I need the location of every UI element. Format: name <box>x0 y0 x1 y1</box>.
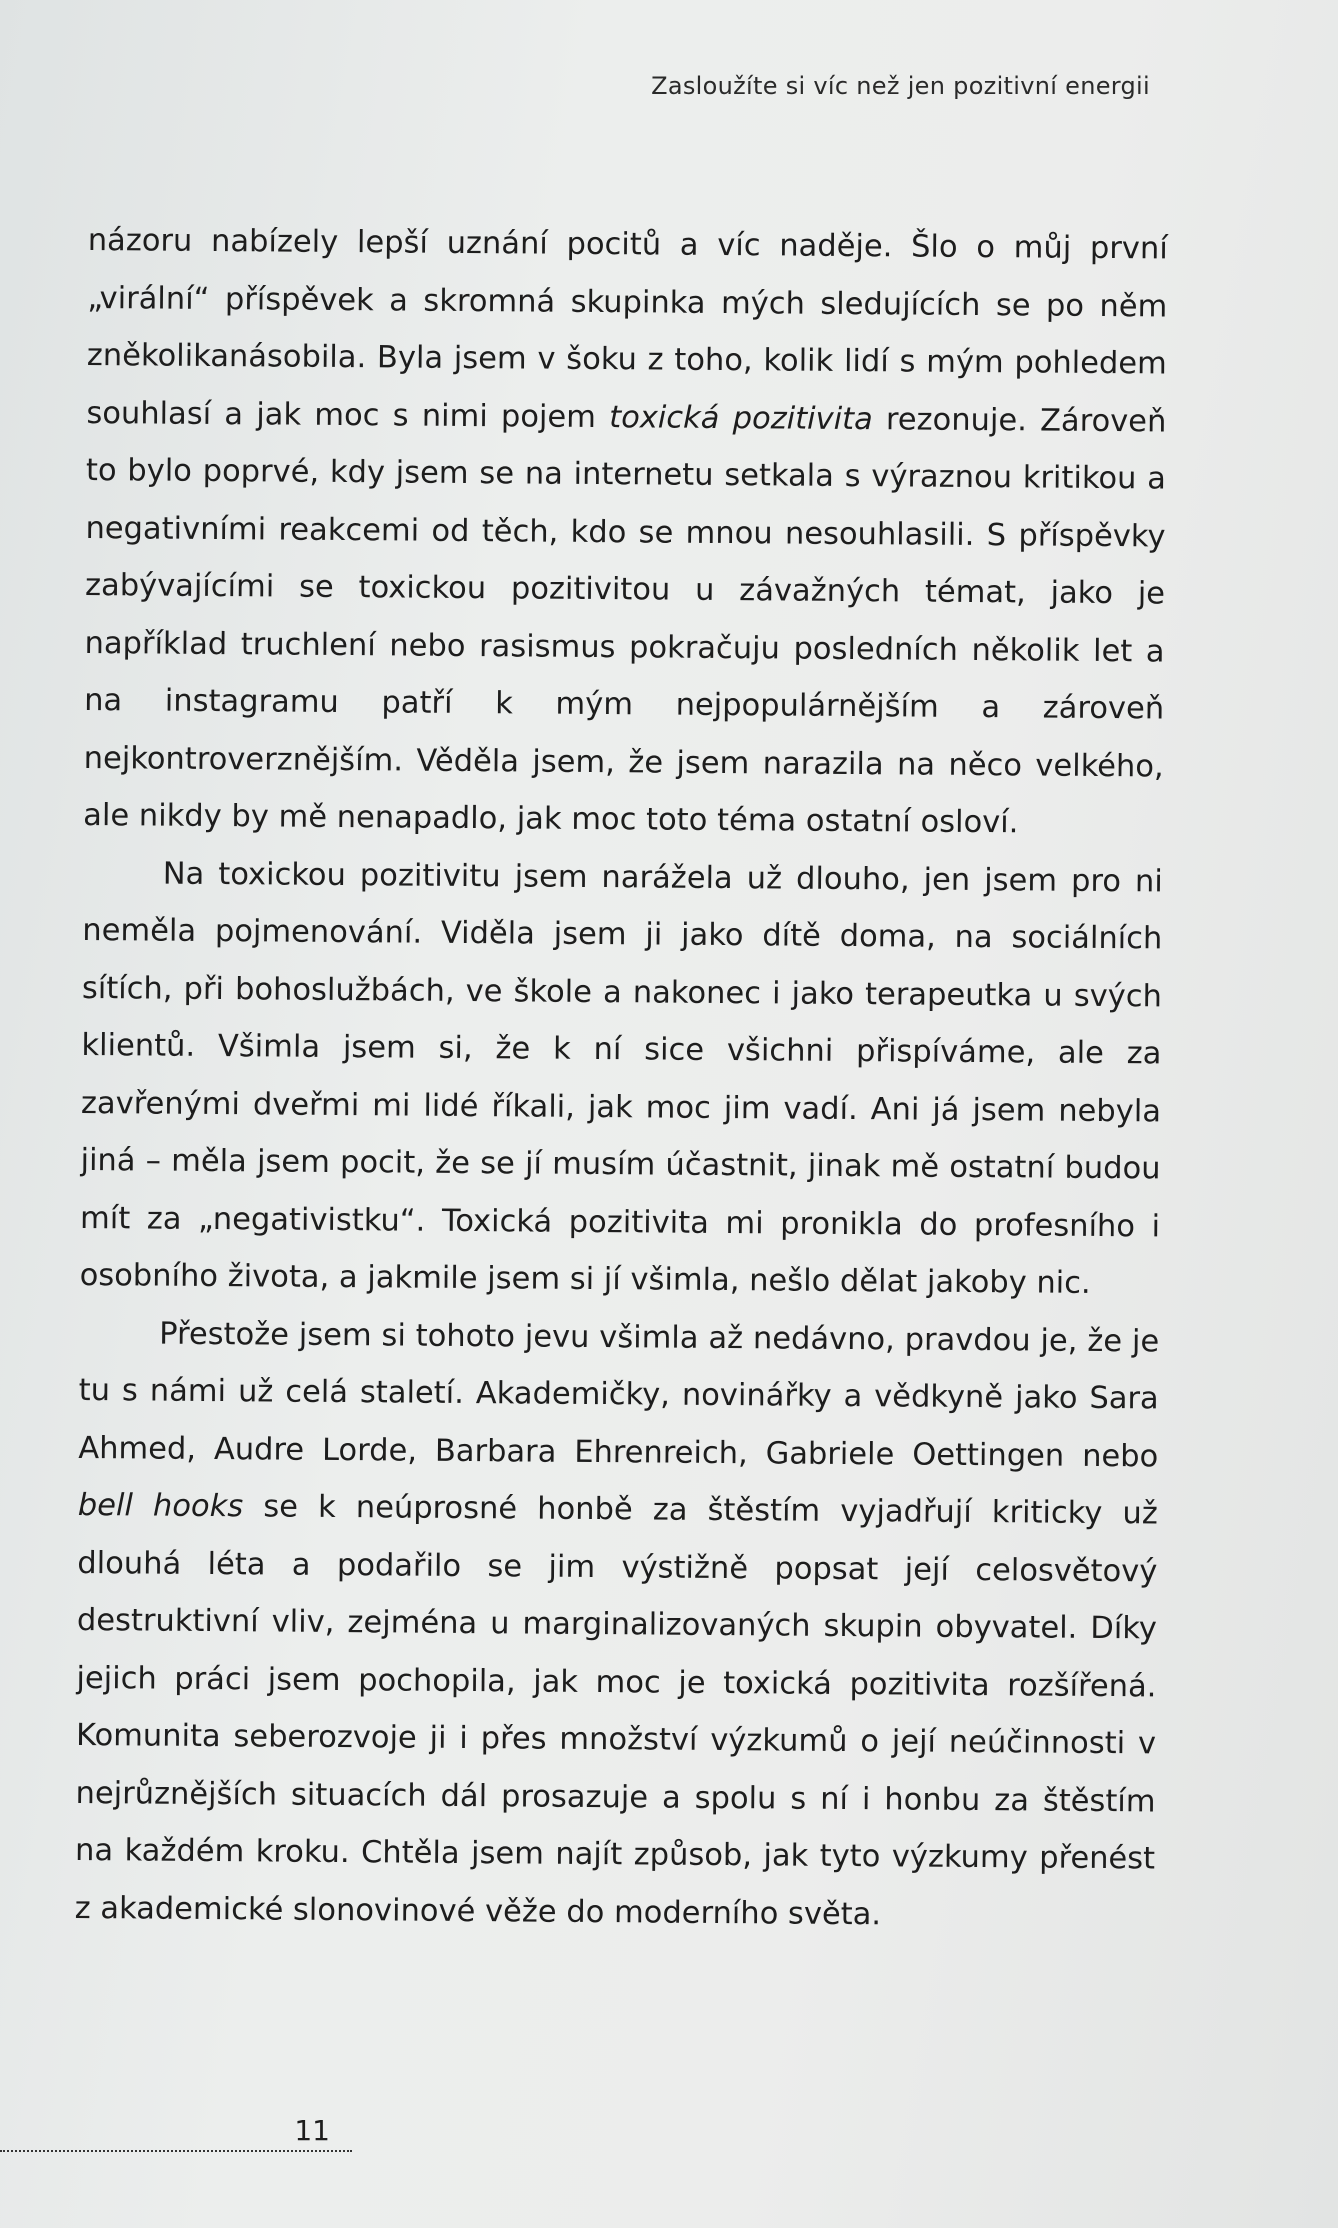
paragraph-3 <box>74 1304 1159 1945</box>
italic-name: bell hooks <box>77 1487 244 1525</box>
italic-term: toxická pozitivita <box>609 399 873 437</box>
text-span: Na toxickou pozitivitu jsem narážela už dlouho, jen jsem pro ni neměla pojmenování. Viděla jsem ji jako dítě doma, na sociálních sítích, při bohoslužbách, ve škole a nakonec i jako terapeutka u svých klientů. Všimla jsem si, že k ní sice všichni přispíváme, ale za zavřenými dveřmi mi lidé říkali, jak moc jim vadí. Ani já jsem nebyla jiná – měla jsem pocit, že se jí musím účastnit, jinak mě ostatní budou mít za „negativistku“. Toxická pozitivita mi pronikla do profesního i osobního života, a jakmile jsem si jí všimla, nešlo dělat jakoby nic. <box>79 856 1163 1301</box>
text-span: se k neúprosné honbě za štěstím vyjadřují kriticky už dlouhá léta a podařilo se jim výstižně popsat její celosvětový destruktivní vliv, zejména u marginalizovaných skupin obyvatel. Díky jejich práci jsem pochopila, jak moc je toxická pozitivita rozšířená. Komunita seberozvoje ji i přes množství výzkumů o její neúčinnosti v nejrůznějších situacích dál prosazuje a spolu s ní i honbu za štěstím na každém kroku. Chtěla jsem najít způsob, jak tyto výzkumy přenést z akademické slonovinové věže do moderního světa. <box>74 1489 1158 1932</box>
folio-rule <box>0 2110 352 2152</box>
paragraph-1 <box>83 212 1168 853</box>
body-text <box>74 212 1168 1945</box>
page-number: 11 <box>294 2114 330 2147</box>
text-span: názoru nabízely lepší uznání pocitů a víc naděje. Šlo o můj první „virální“ příspěvek a skromná skupinka mých sledujících se po něm zněkolikanásobila. Byla jsem v šoku z toho, kolik lidí s mým pohledem souhlasí a jak moc s nimi pojem <box>86 222 1168 435</box>
paragraph-2 <box>79 844 1163 1312</box>
running-head: Zasloužíte si víc než jen pozitivní energii <box>651 72 1150 100</box>
text-span: rezonuje. Zároveň to bylo poprvé, kdy jsem se na internetu setkala s výraznou kritikou a negativními reakcemi od těch, kdo se mnou nesouhlasili. S příspěvky zabývajícími se toxickou pozitivitou u závažných témat, jako je například truchlení nebo rasismus pokračuju posledních několik let a na instagramu patří k mým nejpopulárnějším a zároveň nejkontroverznějším. Věděla jsem, že jsem narazila na něco velkého, ale nikdy by mě nenapadlo, jak moc toto téma ostatní osloví. <box>83 401 1167 841</box>
text-span: Přestože jsem si tohoto jevu všimla až nedávno, pravdou je, že je tu s námi už celá staletí. Akademičky, novinářky a vědkyně jako Sara Ahmed, Audre Lorde, Barbara Ehrenreich, Gabriele Oettingen nebo <box>78 1316 1160 1474</box>
